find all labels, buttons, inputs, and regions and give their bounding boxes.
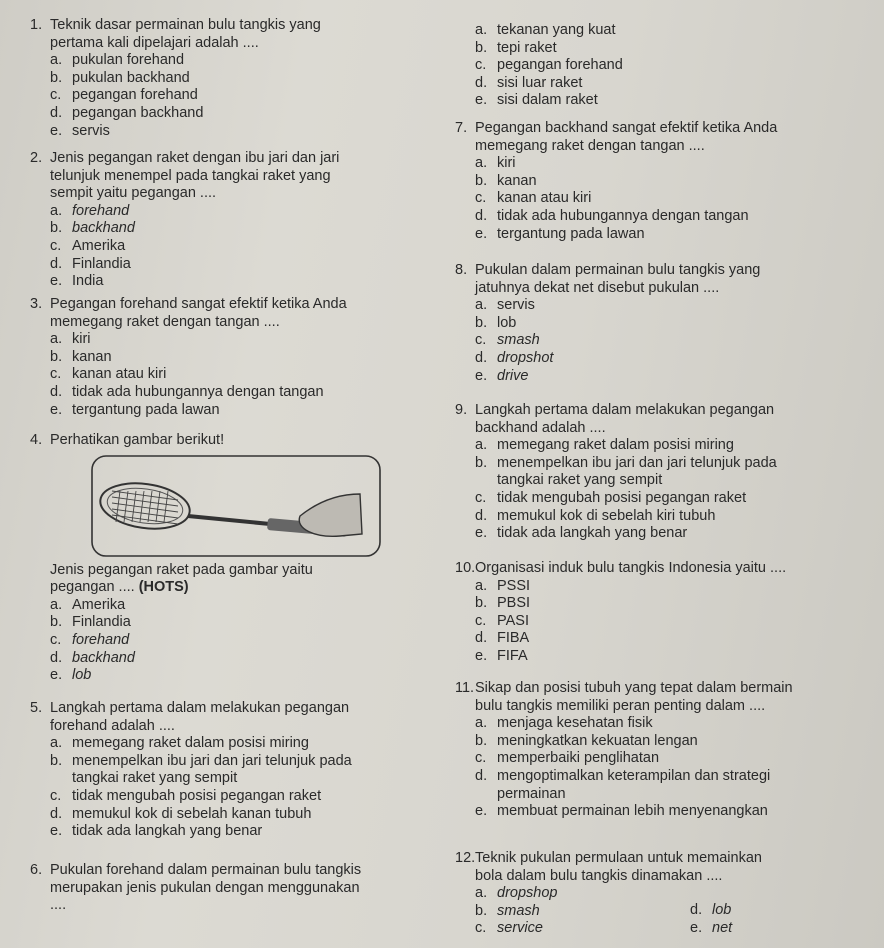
option-text: PBSI — [497, 595, 531, 612]
option-letter: a. — [475, 297, 488, 314]
answer-option[interactable] — [475, 885, 690, 903]
answer-option[interactable] — [475, 455, 880, 490]
option-letter: a. — [475, 577, 488, 594]
option-letter: a. — [50, 735, 63, 752]
option-text: pukulan backhand — [72, 69, 190, 86]
option-text: memukul kok di sebelah kiri tubuh — [497, 507, 716, 524]
option-text: service — [497, 920, 543, 937]
option-text: tidak mengubah posisi pegangan raket — [497, 489, 747, 506]
option-text: kiri — [497, 155, 516, 172]
answer-option[interactable] — [475, 190, 880, 208]
answer-option[interactable] — [475, 40, 880, 58]
answer-option[interactable] — [50, 331, 450, 349]
option-letter: b. — [50, 220, 63, 237]
question-stem: Jenis pegangan raket dengan ibu jari dan jari telunjuk menempel pada tangkai raket yang sempit yaitu pegangan .... — [50, 150, 340, 202]
option-letter: d. — [50, 383, 63, 400]
answer-option[interactable] — [475, 578, 880, 596]
option-text: PASI — [497, 612, 529, 629]
option-letter: d. — [50, 649, 63, 666]
option-letter: e. — [50, 273, 63, 290]
question-3 — [30, 296, 450, 419]
option-letter: c. — [50, 237, 62, 254]
option-letter: a. — [50, 52, 63, 69]
option-letter: c. — [475, 750, 487, 767]
option-letter: e. — [50, 667, 63, 684]
option-letter: a. — [475, 715, 488, 732]
answer-option[interactable] — [50, 650, 450, 668]
racket-grip-image — [90, 454, 382, 558]
question-12 — [455, 850, 880, 938]
option-text: membuat permainan lebih menyenangkan — [497, 803, 768, 820]
answer-option[interactable] — [50, 753, 450, 788]
option-letter: d. — [475, 207, 488, 224]
option-letter: d. — [690, 902, 703, 919]
option-letter: d. — [50, 805, 63, 822]
question-stem-continued — [50, 562, 450, 597]
option-text: smash — [497, 902, 540, 919]
question-4 — [30, 432, 450, 685]
answer-option[interactable] — [50, 123, 450, 141]
question-stem: Perhatikan gambar berikut! — [50, 432, 225, 448]
answer-option[interactable] — [50, 667, 450, 685]
answer-option[interactable] — [475, 803, 880, 821]
question-number: 8. — [455, 262, 468, 278]
answer-option[interactable] — [475, 508, 880, 526]
answer-options — [475, 297, 880, 385]
option-letter: d. — [475, 349, 488, 366]
option-text: Finlandia — [72, 614, 131, 631]
option-text: tidak ada hubungannya dengan tangan — [72, 383, 324, 400]
answer-option[interactable] — [475, 368, 880, 386]
option-letter: c. — [475, 57, 487, 74]
answer-option[interactable] — [50, 366, 450, 384]
option-text: servis — [497, 297, 535, 314]
option-text: tergantung pada lawan — [497, 225, 645, 242]
option-text: forehand — [72, 631, 130, 648]
option-text: tergantung pada lawan — [72, 401, 220, 418]
answer-option[interactable] — [475, 613, 880, 631]
option-text: tekanan yang kuat — [497, 22, 616, 38]
option-text: smash — [497, 332, 540, 349]
answer-option[interactable] — [475, 155, 880, 173]
option-text: dropshop — [497, 885, 558, 902]
question-stem: Pukulan forehand dalam permainan bulu tangkis merupakan jenis pukulan dengan menggunakan .... — [50, 862, 362, 914]
answer-option[interactable] — [50, 238, 450, 256]
option-letter: e. — [690, 919, 703, 936]
question-number: 5. — [30, 700, 43, 716]
answer-option[interactable] — [50, 788, 450, 806]
question-number: 6. — [30, 862, 43, 878]
answer-option[interactable] — [475, 92, 880, 110]
option-text: kanan — [72, 348, 112, 365]
option-letter: c. — [50, 631, 62, 648]
answer-option[interactable] — [475, 630, 880, 648]
answer-option[interactable] — [50, 273, 450, 291]
answer-option[interactable] — [50, 203, 450, 221]
question-number: 1. — [30, 17, 43, 33]
answer-option[interactable] — [475, 768, 880, 803]
option-text: memegang raket dalam posisi miring — [497, 437, 734, 454]
option-text: kanan — [497, 172, 537, 189]
option-letter: e. — [475, 225, 488, 242]
answer-option[interactable] — [50, 105, 450, 123]
answer-option[interactable] — [475, 315, 880, 333]
option-letter: c. — [475, 190, 487, 207]
option-text: tidak mengubah posisi pegangan raket — [72, 787, 322, 804]
option-text: FIFA — [497, 647, 528, 664]
answer-option[interactable] — [50, 806, 450, 824]
question-5 — [30, 700, 450, 841]
answer-options — [475, 155, 880, 243]
option-text: memegang raket dalam posisi miring — [72, 735, 309, 752]
option-text: backhand — [72, 220, 135, 237]
answer-options — [50, 597, 450, 685]
question-number: 7. — [455, 120, 468, 136]
answer-options — [50, 331, 450, 419]
option-text: FIBA — [497, 630, 530, 647]
question-8 — [455, 262, 880, 385]
question-6 — [30, 862, 450, 915]
option-letter: e. — [50, 122, 63, 139]
option-text: backhand — [72, 649, 135, 666]
option-text: drive — [497, 367, 529, 384]
answer-options — [475, 437, 880, 543]
answer-options — [475, 578, 880, 666]
option-text: kanan atau kiri — [497, 190, 592, 207]
option-text: sisi dalam raket — [497, 92, 598, 109]
option-letter: a. — [50, 202, 63, 219]
answer-option[interactable] — [50, 735, 450, 753]
answer-option[interactable] — [50, 402, 450, 420]
option-text: kiri — [72, 331, 91, 348]
option-letter: b. — [475, 732, 488, 749]
answer-option[interactable] — [690, 902, 810, 920]
question-stem: Teknik pukulan permulaan untuk memainkan bola dalam bulu tangkis dinamakan .... — [475, 850, 762, 884]
option-text: meningkatkan kekuatan lengan — [497, 732, 698, 749]
option-text: tidak ada langkah yang benar — [497, 525, 688, 542]
option-text: pegangan forehand — [72, 87, 198, 104]
answer-option[interactable] — [475, 733, 880, 751]
question-11 — [455, 680, 880, 821]
question-number: 4. — [30, 432, 43, 448]
answer-option[interactable] — [475, 22, 880, 40]
answer-option[interactable] — [475, 595, 880, 613]
question-stem: Teknik dasar permainan bulu tangkis yang pertama kali dipelajari adalah .... — [50, 17, 321, 51]
option-letter: b. — [475, 39, 488, 56]
option-letter: e. — [50, 823, 63, 840]
question-9 — [455, 402, 880, 543]
option-text: pukulan forehand — [72, 52, 185, 69]
question-number: 10. — [455, 560, 476, 576]
question-number: 3. — [30, 296, 43, 312]
option-letter: c. — [50, 787, 62, 804]
option-letter: e. — [475, 525, 488, 542]
option-letter: a. — [50, 596, 63, 613]
answer-option[interactable] — [475, 750, 880, 768]
stem-text: Jenis pegangan raket pada gambar yaitu pegangan .... — [50, 561, 313, 596]
question-2 — [30, 150, 450, 291]
option-letter: c. — [50, 87, 62, 104]
option-letter: e. — [50, 401, 63, 418]
option-text: memukul kok di sebelah kanan tubuh — [72, 805, 312, 822]
answer-option[interactable] — [50, 632, 450, 650]
option-letter: b. — [50, 348, 63, 365]
option-letter: d. — [50, 104, 63, 121]
option-text: dropshot — [497, 349, 554, 366]
option-letter: d. — [475, 507, 488, 524]
question-stem: Pukulan dalam permainan bulu tangkis yang jatuhnya dekat net disebut pukulan .... — [475, 262, 761, 296]
answer-options — [50, 735, 450, 841]
option-text: pegangan backhand — [72, 104, 204, 121]
option-letter: e. — [475, 803, 488, 820]
answer-option[interactable] — [475, 226, 880, 244]
hots-label: (HOTS) — [138, 579, 189, 596]
option-letter: b. — [475, 172, 488, 189]
answer-option[interactable] — [475, 715, 880, 733]
option-letter: d. — [475, 74, 488, 91]
option-text: menjaga kesehatan fisik — [497, 715, 653, 732]
answer-option[interactable] — [475, 297, 880, 315]
answer-option[interactable] — [50, 614, 450, 632]
question-number: 12. — [455, 850, 476, 866]
answer-option[interactable] — [475, 648, 880, 666]
answer-option[interactable] — [475, 437, 880, 455]
option-letter: e. — [475, 92, 488, 109]
answer-options — [50, 52, 450, 140]
option-letter: d. — [475, 767, 488, 784]
option-letter: c. — [50, 366, 62, 383]
option-letter: a. — [475, 885, 488, 902]
answer-option[interactable] — [475, 332, 880, 350]
answer-option[interactable] — [475, 903, 690, 921]
answer-option[interactable] — [50, 256, 450, 274]
option-text: forehand — [72, 202, 130, 219]
option-letter: a. — [475, 155, 488, 172]
answer-option[interactable] — [50, 52, 450, 70]
option-text: lob — [712, 902, 732, 919]
answer-option[interactable] — [50, 597, 450, 615]
answer-option[interactable] — [475, 525, 880, 543]
figure — [90, 454, 382, 558]
question-continuation — [455, 22, 880, 110]
option-text: memperbaiki penglihatan — [497, 750, 660, 767]
question-1 — [30, 17, 450, 140]
answer-options — [475, 715, 880, 821]
answer-option[interactable] — [475, 173, 880, 191]
option-text: menempelkan ibu jari dan jari telunjuk pada tangkai raket yang sempit — [72, 752, 352, 787]
option-letter: a. — [50, 331, 63, 348]
option-text: menempelkan ibu jari dan jari telunjuk pada tangkai raket yang sempit — [497, 454, 777, 489]
answer-option[interactable] — [475, 75, 880, 93]
option-text: sisi luar raket — [497, 74, 583, 91]
question-stem: Langkah pertama dalam melakukan pegangan forehand adalah .... — [50, 700, 350, 734]
question-number: 11. — [455, 680, 475, 696]
answer-option[interactable] — [50, 87, 450, 105]
option-text: Finlandia — [72, 255, 131, 272]
answer-options — [475, 885, 880, 938]
option-text: Amerika — [72, 237, 126, 254]
option-text: lob — [72, 667, 92, 684]
question-7 — [455, 120, 880, 243]
option-text: tidak ada hubungannya dengan tangan — [497, 207, 749, 224]
answer-option[interactable] — [475, 208, 880, 226]
answer-option[interactable] — [50, 70, 450, 88]
option-letter: c. — [475, 489, 487, 506]
option-letter: c. — [475, 612, 487, 629]
question-stem: Pegangan backhand sangat efektif ketika Anda memegang raket dengan tangan .... — [475, 120, 778, 154]
question-number: 2. — [30, 150, 43, 166]
answer-option[interactable] — [50, 220, 450, 238]
question-stem: Langkah pertama dalam melakukan pegangan backhand adalah .... — [475, 402, 775, 436]
option-text: lob — [497, 314, 517, 331]
answer-option[interactable] — [475, 57, 880, 75]
option-letter: b. — [50, 752, 63, 769]
answer-option[interactable] — [690, 920, 810, 938]
answer-options — [475, 22, 880, 110]
option-letter: b. — [475, 902, 488, 919]
option-letter: b. — [475, 454, 488, 471]
question-stem: Sikap dan posisi tubuh yang tepat dalam bermain bulu tangkis memiliki peran penting dalam .... — [475, 680, 793, 714]
answer-option[interactable] — [475, 490, 880, 508]
option-text: net — [712, 919, 733, 936]
question-10 — [455, 560, 880, 666]
answer-options — [50, 203, 450, 291]
option-letter: c. — [475, 920, 487, 937]
answer-option[interactable] — [475, 920, 690, 938]
answer-option[interactable] — [50, 349, 450, 367]
option-text: kanan atau kiri — [72, 366, 167, 383]
option-text: mengoptimalkan keterampilan dan strategi permainan — [497, 767, 771, 802]
option-letter: e. — [475, 367, 488, 384]
option-letter: a. — [475, 437, 488, 454]
answer-option[interactable] — [475, 350, 880, 368]
option-letter: d. — [475, 630, 488, 647]
option-text: tidak ada langkah yang benar — [72, 823, 263, 840]
option-letter: c. — [475, 332, 487, 349]
question-stem: Organisasi induk bulu tangkis Indonesia yaitu .... — [475, 560, 787, 576]
option-text: servis — [72, 122, 110, 139]
option-letter: b. — [475, 595, 488, 612]
answer-option[interactable] — [50, 823, 450, 841]
option-letter: b. — [50, 614, 63, 631]
option-text: Amerika — [72, 596, 126, 613]
option-text: PSSI — [497, 577, 531, 594]
option-text: tepi raket — [497, 39, 557, 56]
option-letter: b. — [475, 314, 488, 331]
option-letter: d. — [50, 255, 63, 272]
question-stem: Pegangan forehand sangat efektif ketika Anda memegang raket dengan tangan .... — [50, 296, 347, 330]
option-text: India — [72, 273, 104, 290]
question-number: 9. — [455, 402, 468, 418]
option-letter: a. — [475, 22, 488, 38]
option-letter: b. — [50, 69, 63, 86]
option-text: pegangan forehand — [497, 57, 623, 74]
answer-option[interactable] — [50, 384, 450, 402]
option-letter: e. — [475, 647, 488, 664]
